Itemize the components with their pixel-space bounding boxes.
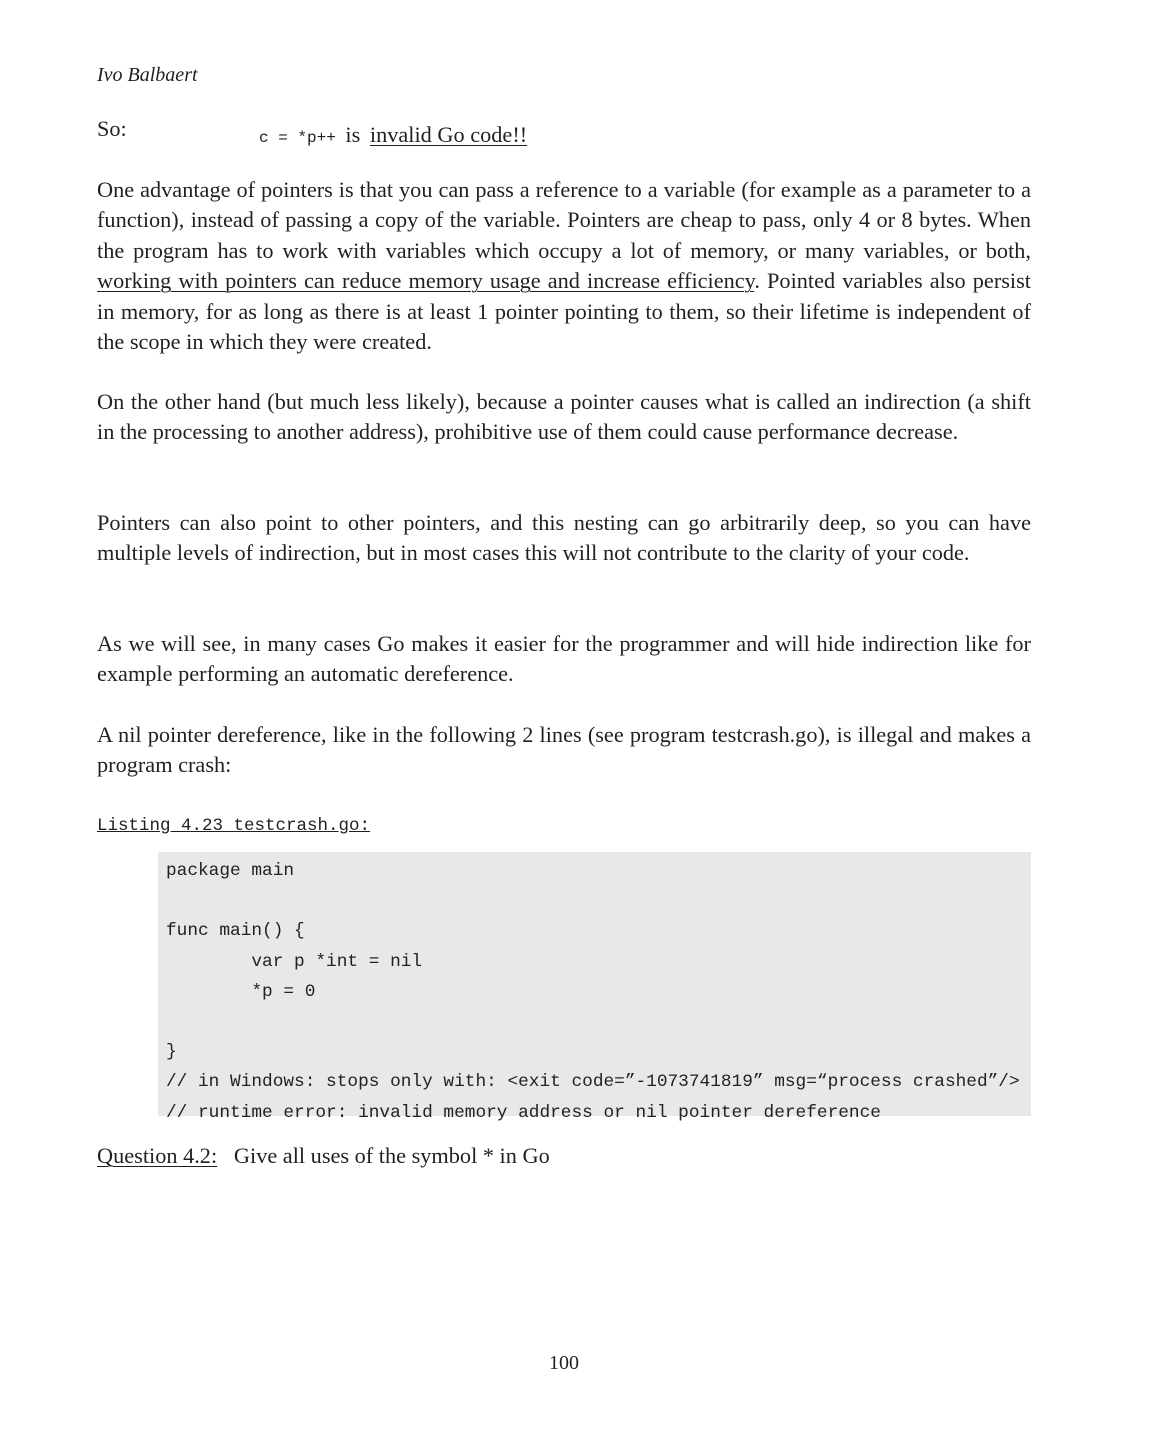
paragraph-indirection: On the other hand (but much less likely), because a pointer causes what is called an indirection (a shift in the processing to another address), prohibitive use of them could cause performance decrease. (97, 389, 1031, 445)
invalid-code-emphasis: invalid Go code!! (369, 122, 528, 147)
is-word: is (345, 122, 361, 147)
paragraph-nesting: Pointers can also point to other pointers, and this nesting can go arbitrarily deep, so you can have multiple levels of indirection, but in most cases this will not contribute to the clarity of your code. (97, 510, 1031, 566)
so-label: So: (97, 116, 127, 141)
question-text: Give all uses of the symbol * in Go (233, 1143, 550, 1168)
paragraph-advantages (97, 175, 1031, 357)
text: . Pointed variables also persist in memory, for as long as there is at least 1 pointer pointing to them, so their lifetime is independent of the scope in which they were created. (97, 268, 1031, 355)
text: One advantage of pointers is that you can pass a reference to a variable (for example as a parameter to a function), instead of passing a copy of the variable. Pointers are cheap to pass, only 4 or 8 bytes. When the program has to work with variables which occupy a lot of memory, or many variables, or both, (97, 177, 1031, 263)
code-expression: c = *p++ (259, 129, 336, 147)
paragraph-nil-pointer: A nil pointer dereference, like in the following 2 lines (see program testcrash.go), is illegal and makes a program crash: (97, 722, 1031, 778)
inline-code (259, 122, 528, 148)
paragraph-auto-dereference: As we will see, in many cases Go makes it easier for the programmer and will hide indirection like for example performing an automatic dereference. (97, 631, 1031, 687)
code-block (158, 852, 1031, 1123)
page-number: 100 (549, 1352, 579, 1374)
underlined-emphasis: working with pointers can reduce memory usage and increase efficiency (97, 268, 755, 294)
question-label: Question 4.2: (97, 1143, 218, 1168)
so-line (97, 116, 528, 147)
listing-title: Listing 4.23 testcrash.go: (97, 816, 371, 836)
code-content: package main func main() { var p *int = nil *p = 0 } // in Windows: stops only with: <exit code=”-1073741819” msg=“process crashed”/> // runtime error: invalid memory address or nil pointer dereference (166, 861, 1020, 1123)
running-header-author: Ivo Balbaert (97, 64, 198, 86)
question (97, 1143, 550, 1169)
